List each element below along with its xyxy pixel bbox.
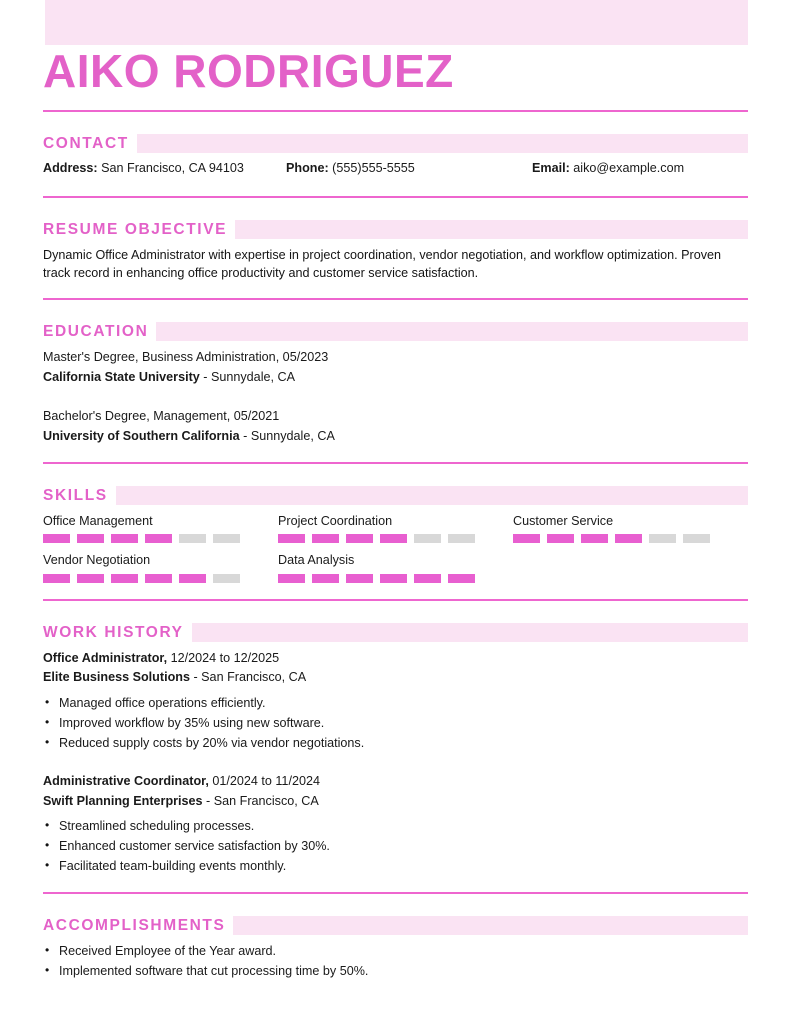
candidate-name: AIKO RODRIGUEZ [43, 45, 454, 97]
accomplishments-bullet-list [43, 942, 748, 981]
bullet-item: • Managed office operations efficiently. [43, 694, 748, 713]
skill-label: Office Management [43, 514, 153, 529]
skill-item [43, 551, 278, 582]
skill-pip-filled [179, 574, 206, 583]
education-school: University of Southern California [43, 428, 240, 443]
work-role: Office Administrator, [43, 650, 168, 665]
work-bullet-list [43, 817, 748, 876]
work-entry [43, 772, 748, 876]
divider-after-education [43, 462, 748, 464]
bullet-item: • Streamlined scheduling processes. [43, 817, 748, 836]
divider-after-objective [43, 298, 748, 300]
skill-rating [513, 534, 718, 543]
work-company: Elite Business Solutions [43, 670, 190, 685]
email-label: Email: [532, 161, 570, 175]
education-school: California State University [43, 369, 200, 384]
education-school-line [43, 368, 748, 388]
accomplishments-section-title: ACCOMPLISHMENTS [43, 917, 226, 935]
skill-pip-filled [346, 534, 373, 543]
skill-pip-filled [43, 574, 70, 583]
skill-pip-filled [111, 574, 138, 583]
education-entry [43, 407, 748, 446]
work-section-header [43, 623, 748, 642]
skills-header-band [116, 486, 748, 505]
bullet-item: • Enhanced customer service satisfaction by 30%. [43, 837, 748, 856]
section-contact [43, 134, 748, 178]
work-bullet-list [43, 694, 748, 753]
skill-pip-filled [77, 574, 104, 583]
skill-pip-empty [179, 534, 206, 543]
skill-pip-filled [615, 534, 642, 543]
divider-after-contact [43, 196, 748, 198]
skill-pip-empty [649, 534, 676, 543]
skill-pip-filled [43, 534, 70, 543]
name-header [43, 47, 748, 97]
resume-content [43, 110, 748, 982]
objective-section-header [43, 220, 748, 239]
education-location: - Sunnydale, CA [199, 369, 295, 384]
skill-pip-filled [278, 574, 305, 583]
divider-after-work [43, 892, 748, 894]
work-dates: 01/2024 to 11/2024 [208, 774, 320, 789]
contact-row [43, 160, 748, 178]
skill-item [43, 512, 278, 543]
bullet-item: • Improved workflow by 35% using new software. [43, 714, 748, 733]
contact-header-band [137, 134, 748, 153]
phone-label: Phone: [286, 161, 329, 175]
skill-label: Customer Service [513, 514, 614, 529]
address-label: Address: [43, 161, 98, 175]
skill-pip-empty [414, 534, 441, 543]
education-school-line [43, 427, 748, 447]
skill-pip-filled [77, 534, 104, 543]
work-role-line [43, 772, 748, 792]
skill-label: Data Analysis [278, 553, 355, 568]
work-location: - San Francisco, CA [202, 793, 319, 808]
skill-pip-filled [380, 574, 407, 583]
skill-pip-filled [312, 534, 339, 543]
skill-pip-filled [414, 574, 441, 583]
section-skills [43, 486, 748, 591]
section-work-history [43, 623, 748, 876]
divider-after-name [43, 110, 748, 112]
skill-pip-filled [581, 534, 608, 543]
bullet-item: • Facilitated team-building events monthly. [43, 857, 748, 876]
bullet-item: • Implemented software that cut processing time by 50%. [43, 962, 748, 981]
skill-pip-empty [213, 534, 240, 543]
skill-pip-filled [145, 574, 172, 583]
skill-rating [43, 574, 248, 583]
education-section-header [43, 322, 748, 341]
bullet-item: • Reduced supply costs by 20% via vendor negotiations. [43, 734, 748, 753]
skill-rating [278, 534, 483, 543]
skill-pip-filled [312, 574, 339, 583]
skill-rating [278, 574, 483, 583]
contact-address [43, 160, 286, 178]
work-role: Administrative Coordinator, [43, 774, 209, 789]
skill-pip-filled [547, 534, 574, 543]
bullet-item: • Received Employee of the Year award. [43, 942, 748, 961]
header-accent-band [45, 0, 748, 45]
skill-item [513, 512, 748, 543]
section-objective [43, 220, 748, 283]
skill-item [278, 512, 513, 543]
work-company-line [43, 668, 748, 688]
skill-label: Project Coordination [278, 514, 393, 529]
contact-email [532, 160, 748, 178]
work-entry [43, 649, 748, 753]
contact-section-title: CONTACT [43, 135, 129, 152]
section-education [43, 322, 748, 446]
work-company: Swift Planning Enterprises [43, 793, 203, 808]
education-location: - Sunnydale, CA [239, 428, 335, 443]
skill-pip-filled [513, 534, 540, 543]
section-accomplishments [43, 916, 748, 981]
contact-phone [286, 160, 532, 178]
skill-pip-filled [448, 574, 475, 583]
accomplishments-section-header [43, 916, 748, 935]
skill-pip-filled [380, 534, 407, 543]
address-value: San Francisco, CA 94103 [97, 161, 244, 175]
education-degree: Bachelor's Degree, Management, 05/2021 [43, 409, 280, 424]
education-entry [43, 348, 748, 387]
work-location: - San Francisco, CA [189, 670, 307, 685]
skill-pip-filled [111, 534, 138, 543]
skill-item [278, 551, 513, 582]
objective-text: Dynamic Office Administrator with expertise in project coordination, vendor negotiation, and workflow optimization. Proven track record in enhancing office productivity and customer service satisfaction. [43, 247, 722, 280]
skill-pip-filled [346, 574, 373, 583]
skill-pip-filled [278, 534, 305, 543]
work-role-line [43, 649, 748, 669]
work-section-title: WORK HISTORY [43, 623, 184, 641]
work-header-band [192, 623, 748, 642]
skills-section-title: SKILLS [43, 487, 108, 505]
work-company-line [43, 792, 748, 812]
education-section-title: EDUCATION [43, 323, 149, 341]
skills-grid [43, 512, 748, 591]
skill-pip-empty [683, 534, 710, 543]
work-dates: 12/2024 to 12/2025 [167, 650, 280, 665]
skill-rating [43, 534, 248, 543]
contact-section-header [43, 134, 748, 153]
education-degree: Master's Degree, Business Administration, 05/2023 [43, 350, 329, 365]
skill-pip-empty [448, 534, 475, 543]
objective-header-band [235, 220, 748, 239]
skill-pip-filled [145, 534, 172, 543]
phone-value: (555)555-5555 [328, 161, 415, 175]
education-header-band [156, 322, 748, 341]
skill-pip-empty [213, 574, 240, 583]
skill-label: Vendor Negotiation [43, 553, 151, 568]
accomplishments-header-band [233, 916, 748, 935]
divider-after-skills [43, 599, 748, 601]
email-value: aiko@example.com [569, 161, 685, 175]
skills-section-header [43, 486, 748, 505]
objective-section-title: RESUME OBJECTIVE [43, 220, 228, 238]
